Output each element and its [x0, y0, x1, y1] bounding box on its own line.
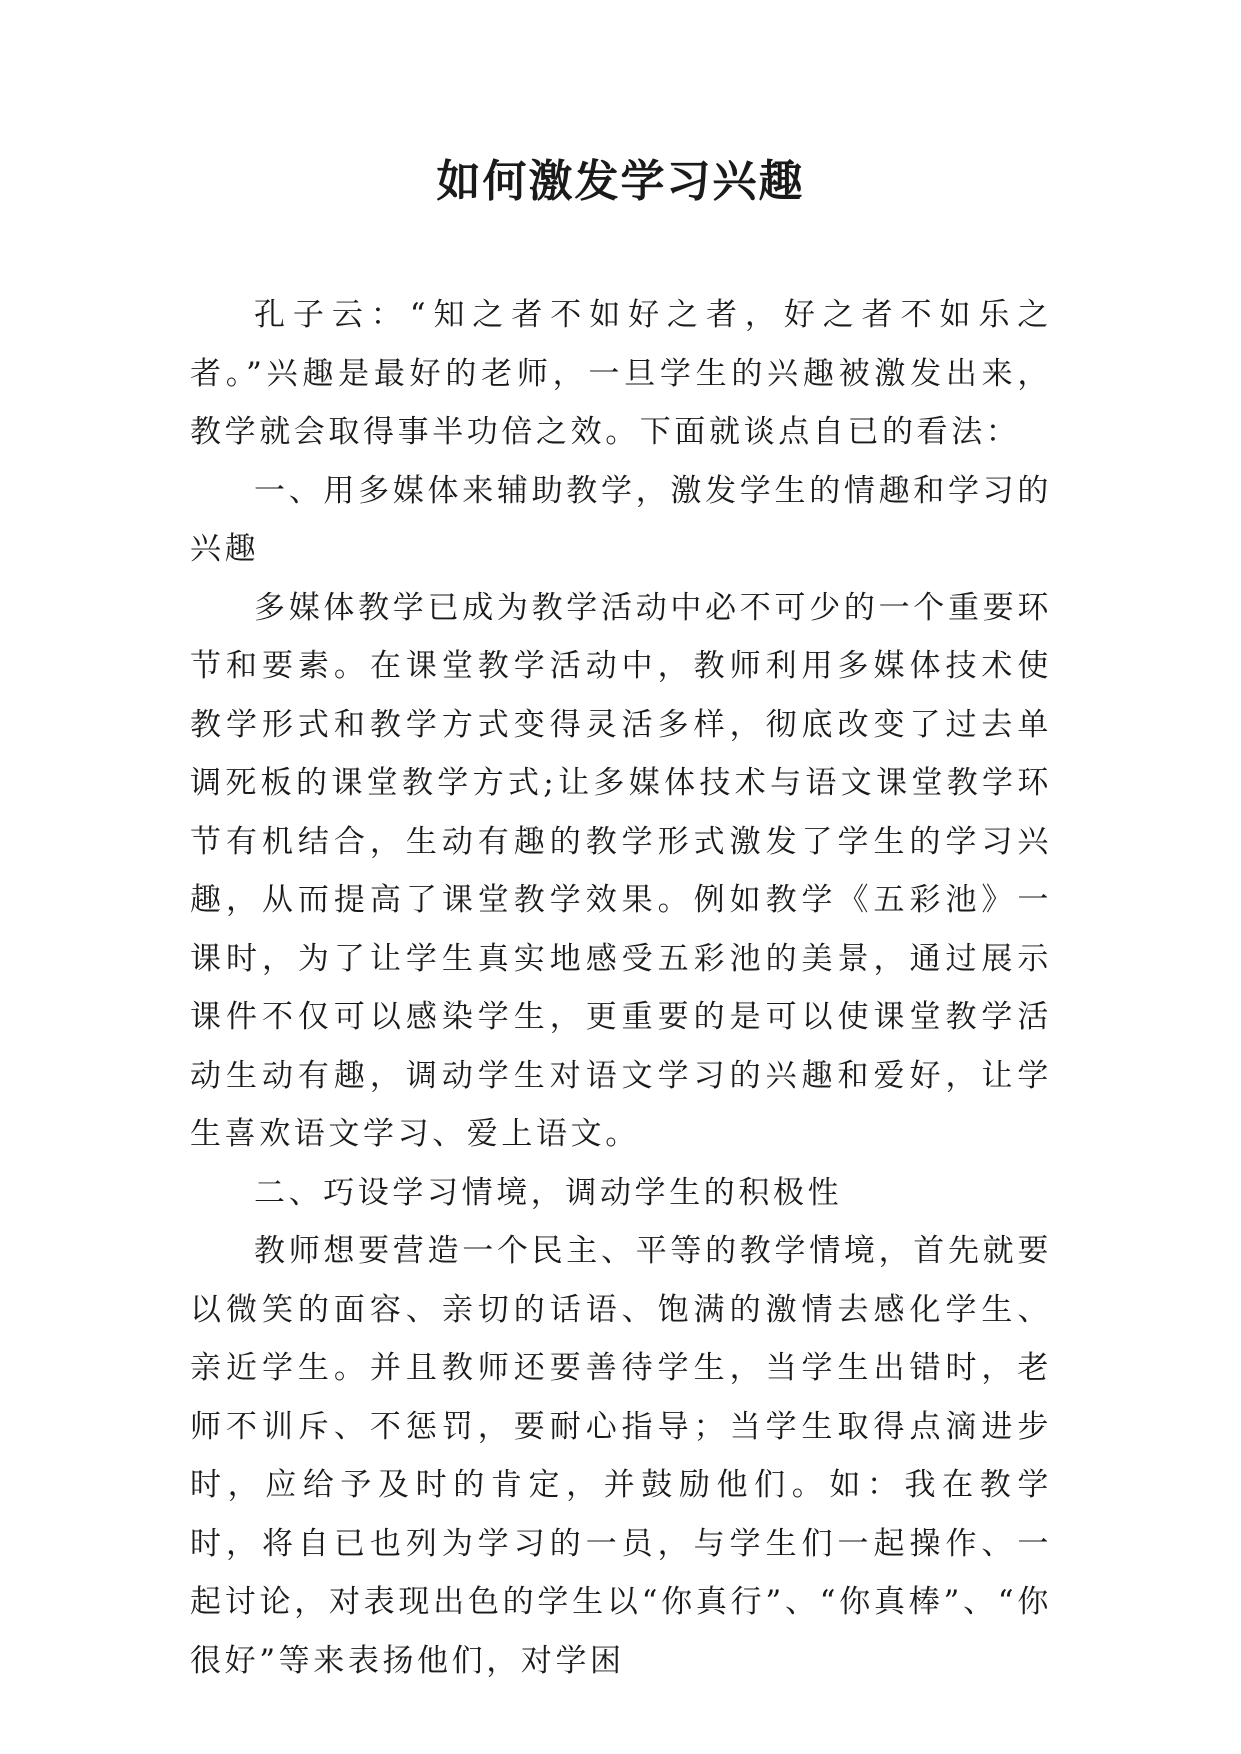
paragraph-intro: 孔子云：“知之者不如好之者，好之者不如乐之者。”兴趣是最好的老师，一旦学生的兴趣被激发出来，教学就会取得事半功倍之效。下面就谈点自已的看法： [190, 297, 1052, 450]
document-title: 如何激发学习兴趣 [436, 156, 805, 207]
paragraph-multimedia: 多媒体教学已成为教学活动中必不可少的一个重要环节和要素。在课堂教学活动中，教师利用多媒体技术使教学形式和教学方式变得灵活多样，彻底改变了过去单调死板的课堂教学方式;让多媒体技术与语文课堂教学环节有机结合，生动有趣的教学形式激发了学生的学习兴趣，从而提高了课堂教学效果。例如教学《五彩池》一课时，为了让学生真实地感受五彩池的美景，通过展示课件不仅可以感染学生，更重要的是可以使课堂教学活动生动有趣，调动学生对语文学习的兴趣和爱好，让学生喜欢语文学习、爱上语文。 [190, 589, 1052, 1152]
section-heading-2: 二、巧设学习情境，调动学生的积极性 [254, 1174, 843, 1211]
paragraph-situation: 教师想要营造一个民主、平等的教学情境，首先就要以微笑的面容、亲切的话语、饱满的激情去感化学生、亲近学生。并且教师还要善待学生，当学生出错时，老师不训斥、不惩罚，要耐心指导；当学生取得点滴进步时，应给予及时的肯定，并鼓励他们。如：我在教学时，将自已也列为学习的一员，与学生们一起操作、一起讨论，对表现出色的学生以“你真行”、“你真棒”、“你很好”等来表扬他们，对学困 [190, 1233, 1052, 1679]
document-body [190, 286, 1052, 1690]
section-heading-1: 一、用多媒体来辅助教学，激发学生的情趣和学习的兴趣 [190, 472, 1052, 567]
